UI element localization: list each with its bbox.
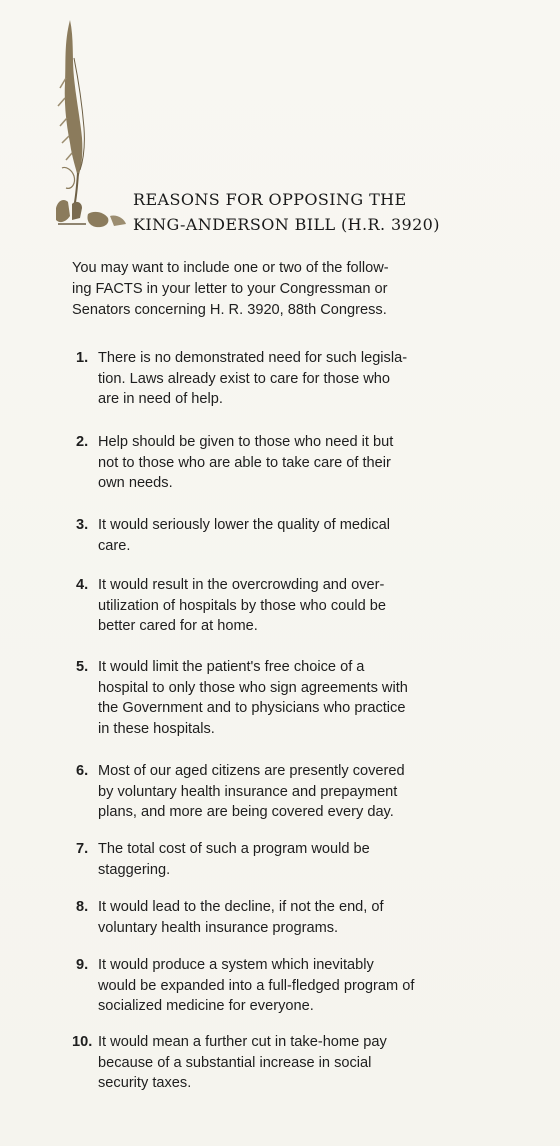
item-number: 8. [76,899,89,915]
list-item [76,657,496,739]
item-line: are in need of help. [98,391,223,407]
item-line: care. [98,537,131,554]
item-line: the Government and to physicians who practice [98,700,406,716]
list-item [76,897,496,938]
item-line: socialized medicine for everyone. [98,998,314,1014]
list-item [76,432,496,494]
item-line: in these hospitals. [98,720,215,737]
intro-paragraph [72,258,492,321]
item-number: 6. [76,763,89,779]
item-line: because of a substantial increase in social [98,1054,372,1071]
item-line: It would produce a system which inevitably [98,957,374,973]
item-line: Most of our aged citizens are presently covered [98,763,405,779]
item-line: security taxes. [98,1075,192,1091]
item-line: The total cost of such a program would be [98,841,370,857]
item-line: plans, and more are being covered every day. [98,804,394,820]
item-line: utilization of hospitals by those who could be [98,597,386,614]
item-number: 7. [76,841,89,857]
intro-line: ing FACTS in your letter to your Congressman or [72,281,388,297]
intro-line: Senators concerning H. R. 3920, 88th Congress. [72,302,387,318]
item-line: own needs. [98,475,173,491]
list-item [72,1032,492,1094]
item-number: 10. [72,1034,93,1050]
item-line: hospital to only those who sign agreements with [98,679,408,696]
item-line: Help should be given to those who need it but [98,434,394,450]
list-item [76,575,496,637]
item-number: 3. [76,517,89,533]
item-line: It would lead to the decline, if not the end, of [98,899,384,915]
item-line: tion. Laws already exist to care for those who [98,370,391,387]
list-item [76,839,496,880]
item-line: There is no demonstrated need for such legisla- [98,350,408,366]
list-item [76,515,496,556]
title-line-2: KING-ANDERSON BILL (H.R. 3920) [133,215,440,234]
item-line: It would mean a further cut in take-home pay [98,1034,387,1050]
item-number: 1. [76,350,89,366]
document-title [133,187,440,237]
list-item [76,348,496,410]
item-line: voluntary health insurance programs. [98,919,339,936]
item-line: better cared for at home. [98,618,258,634]
item-line: It would limit the patient's free choice of a [98,659,365,675]
item-line: staggering. [98,861,171,878]
item-line: would be expanded into a full-fledged program of [98,977,415,994]
item-number: 9. [76,957,89,973]
list-item [76,955,496,1017]
item-number: 5. [76,659,89,675]
item-number: 4. [76,577,89,593]
quill-pen-icon [52,18,134,240]
list-item [76,761,496,823]
item-line: It would result in the overcrowding and over- [98,577,385,593]
intro-line: You may want to include one or two of the follow- [72,260,389,276]
item-number: 2. [76,434,89,450]
title-line-1: REASONS FOR OPPOSING THE [133,190,407,209]
item-line: by voluntary health insurance and prepayment [98,783,398,800]
item-line: not to those who are able to take care of their [98,454,391,471]
item-line: It would seriously lower the quality of medical [98,517,391,533]
